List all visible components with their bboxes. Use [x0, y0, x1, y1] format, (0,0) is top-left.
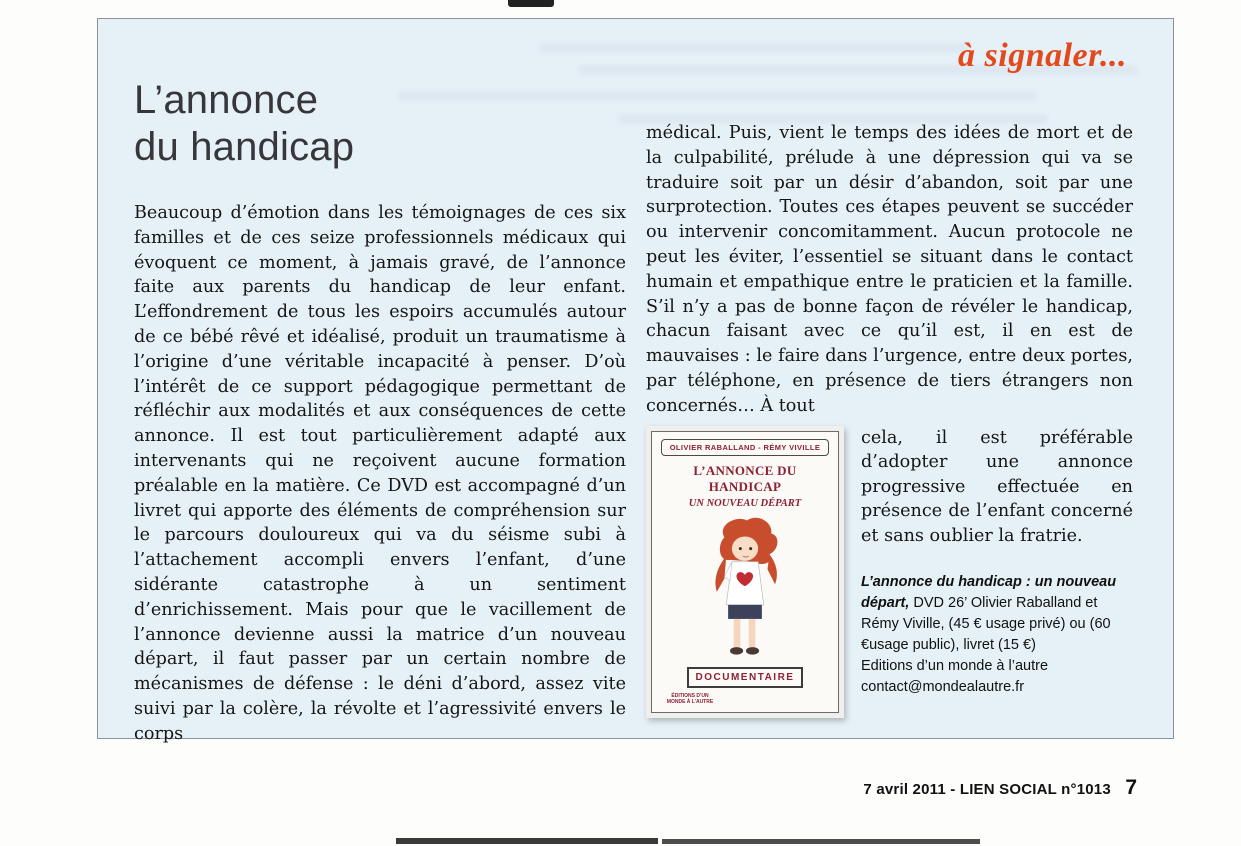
print-bleed-artifact [398, 91, 1038, 101]
dvd-cover-photo [646, 426, 844, 718]
caption-contact: contact@mondealautre.fr [861, 679, 1025, 696]
media-row [646, 426, 1133, 718]
page-footer [0, 776, 1137, 800]
dvd-caption [861, 572, 1133, 698]
article-title-line1: L’annonce [134, 78, 319, 122]
page-number: 7 [1125, 776, 1137, 799]
scan-artifact-bottom-right [662, 839, 980, 844]
scan-artifact-bottom-left [396, 838, 658, 844]
caption-details: DVD 26’ Olivier Raballand et Rémy Viville, (45 € usage privé) ou (60 €usage public), livret (15 €) [861, 595, 1111, 654]
caption-publisher: Editions d’un monde à l’autre [861, 658, 1049, 675]
right-column-text: médical. Puis, vient le temps des idées de mort et de la culpabilité, prélude à une dépression qui va se traduire soit par un désir d’abandon, soit par une surprotection. Toutes ces étapes peuvent se succéder ou intervenir concomitamment. Aucun protocole ne peut les éviter, l’essentiel se situant dans le contact humain et empathique entre le praticien et la famille. S’il n’y a pas de bonne façon de révéler le handicap, chacun faisant avec ce qu’il est, il en est de mauvaises : le faire dans l’urgence, entre deux portes, par téléphone, en présence de tiers étrangers non concernés… À tout [646, 123, 1133, 416]
issue-info: 7 avril 2011 - LIEN SOCIAL n°1013 [863, 781, 1111, 798]
right-stack [844, 426, 1133, 718]
dvd-cover [651, 431, 839, 713]
dvd-title: L’ANNONCE DU HANDICAP [693, 462, 797, 494]
caption-title: L’annonce du handicap : un nouveau départ, [861, 574, 1117, 612]
dvd-publisher-logo: ÉDITIONS D’UN MONDE À L’AUTRE [666, 693, 714, 706]
scan-artifact-top [508, 0, 554, 7]
right-column-wrap-text: cela, il est préférable d’adopter une annonce progressive effectuée en présence de l’enfant concerné et sans oublier la fratrie. [861, 427, 1133, 546]
dvd-authors: OLIVIER RABALLAND - RÉMY VIVILLE [661, 439, 829, 456]
section-tag: à signaler... [958, 37, 1127, 74]
print-bleed-artifact [538, 43, 968, 53]
dvd-subtitle: UN NOUVEAU DÉPART [688, 497, 802, 509]
article-title-line2: du handicap [134, 125, 355, 169]
article-left-column: Beaucoup d’émotion dans les témoignages de ces six familles et de ces seize professionnels médicaux qui évoquent ce moment, à jamais gravé, de l’annonce faite aux parents du handicap de leur enfant. L’effondrement de tous les espoirs accumulés autour de ce bébé rêvé et idéalisé, produit un traumatisme à l’origine d’une véritable incapacité à penser. D’où l’intérêt de ce support pédagogique permettant de réfléchir aux modalités et aux conséquences de cette annonce. Il est tout particulièrement adapté aux intervenants qui ne reçoivent aucune formation préalable en la matière. Ce DVD est accompagné d’un livret qui apporte des éléments de compréhension sur le parcours douloureux qui va du séisme subi à l’attachement accompli envers l’enfant, d’une sidérante catastrophe à un sentiment d’enrichissement. Mais pour que le vacillement de l’annonce devienne aussi la matrice d’un nouveau départ, il faut passer par un certain nombre de mécanismes de défense : le déni d’abord, assez vite suivi par la colère, la révolte et l’agressivité envers le corps [134, 203, 626, 744]
dvd-category: DOCUMENTAIRE [687, 667, 803, 688]
article-panel [97, 18, 1174, 744]
article-right-column [646, 121, 1133, 718]
article-title [134, 77, 354, 171]
dvd-illustration-manga-girl [661, 509, 829, 668]
